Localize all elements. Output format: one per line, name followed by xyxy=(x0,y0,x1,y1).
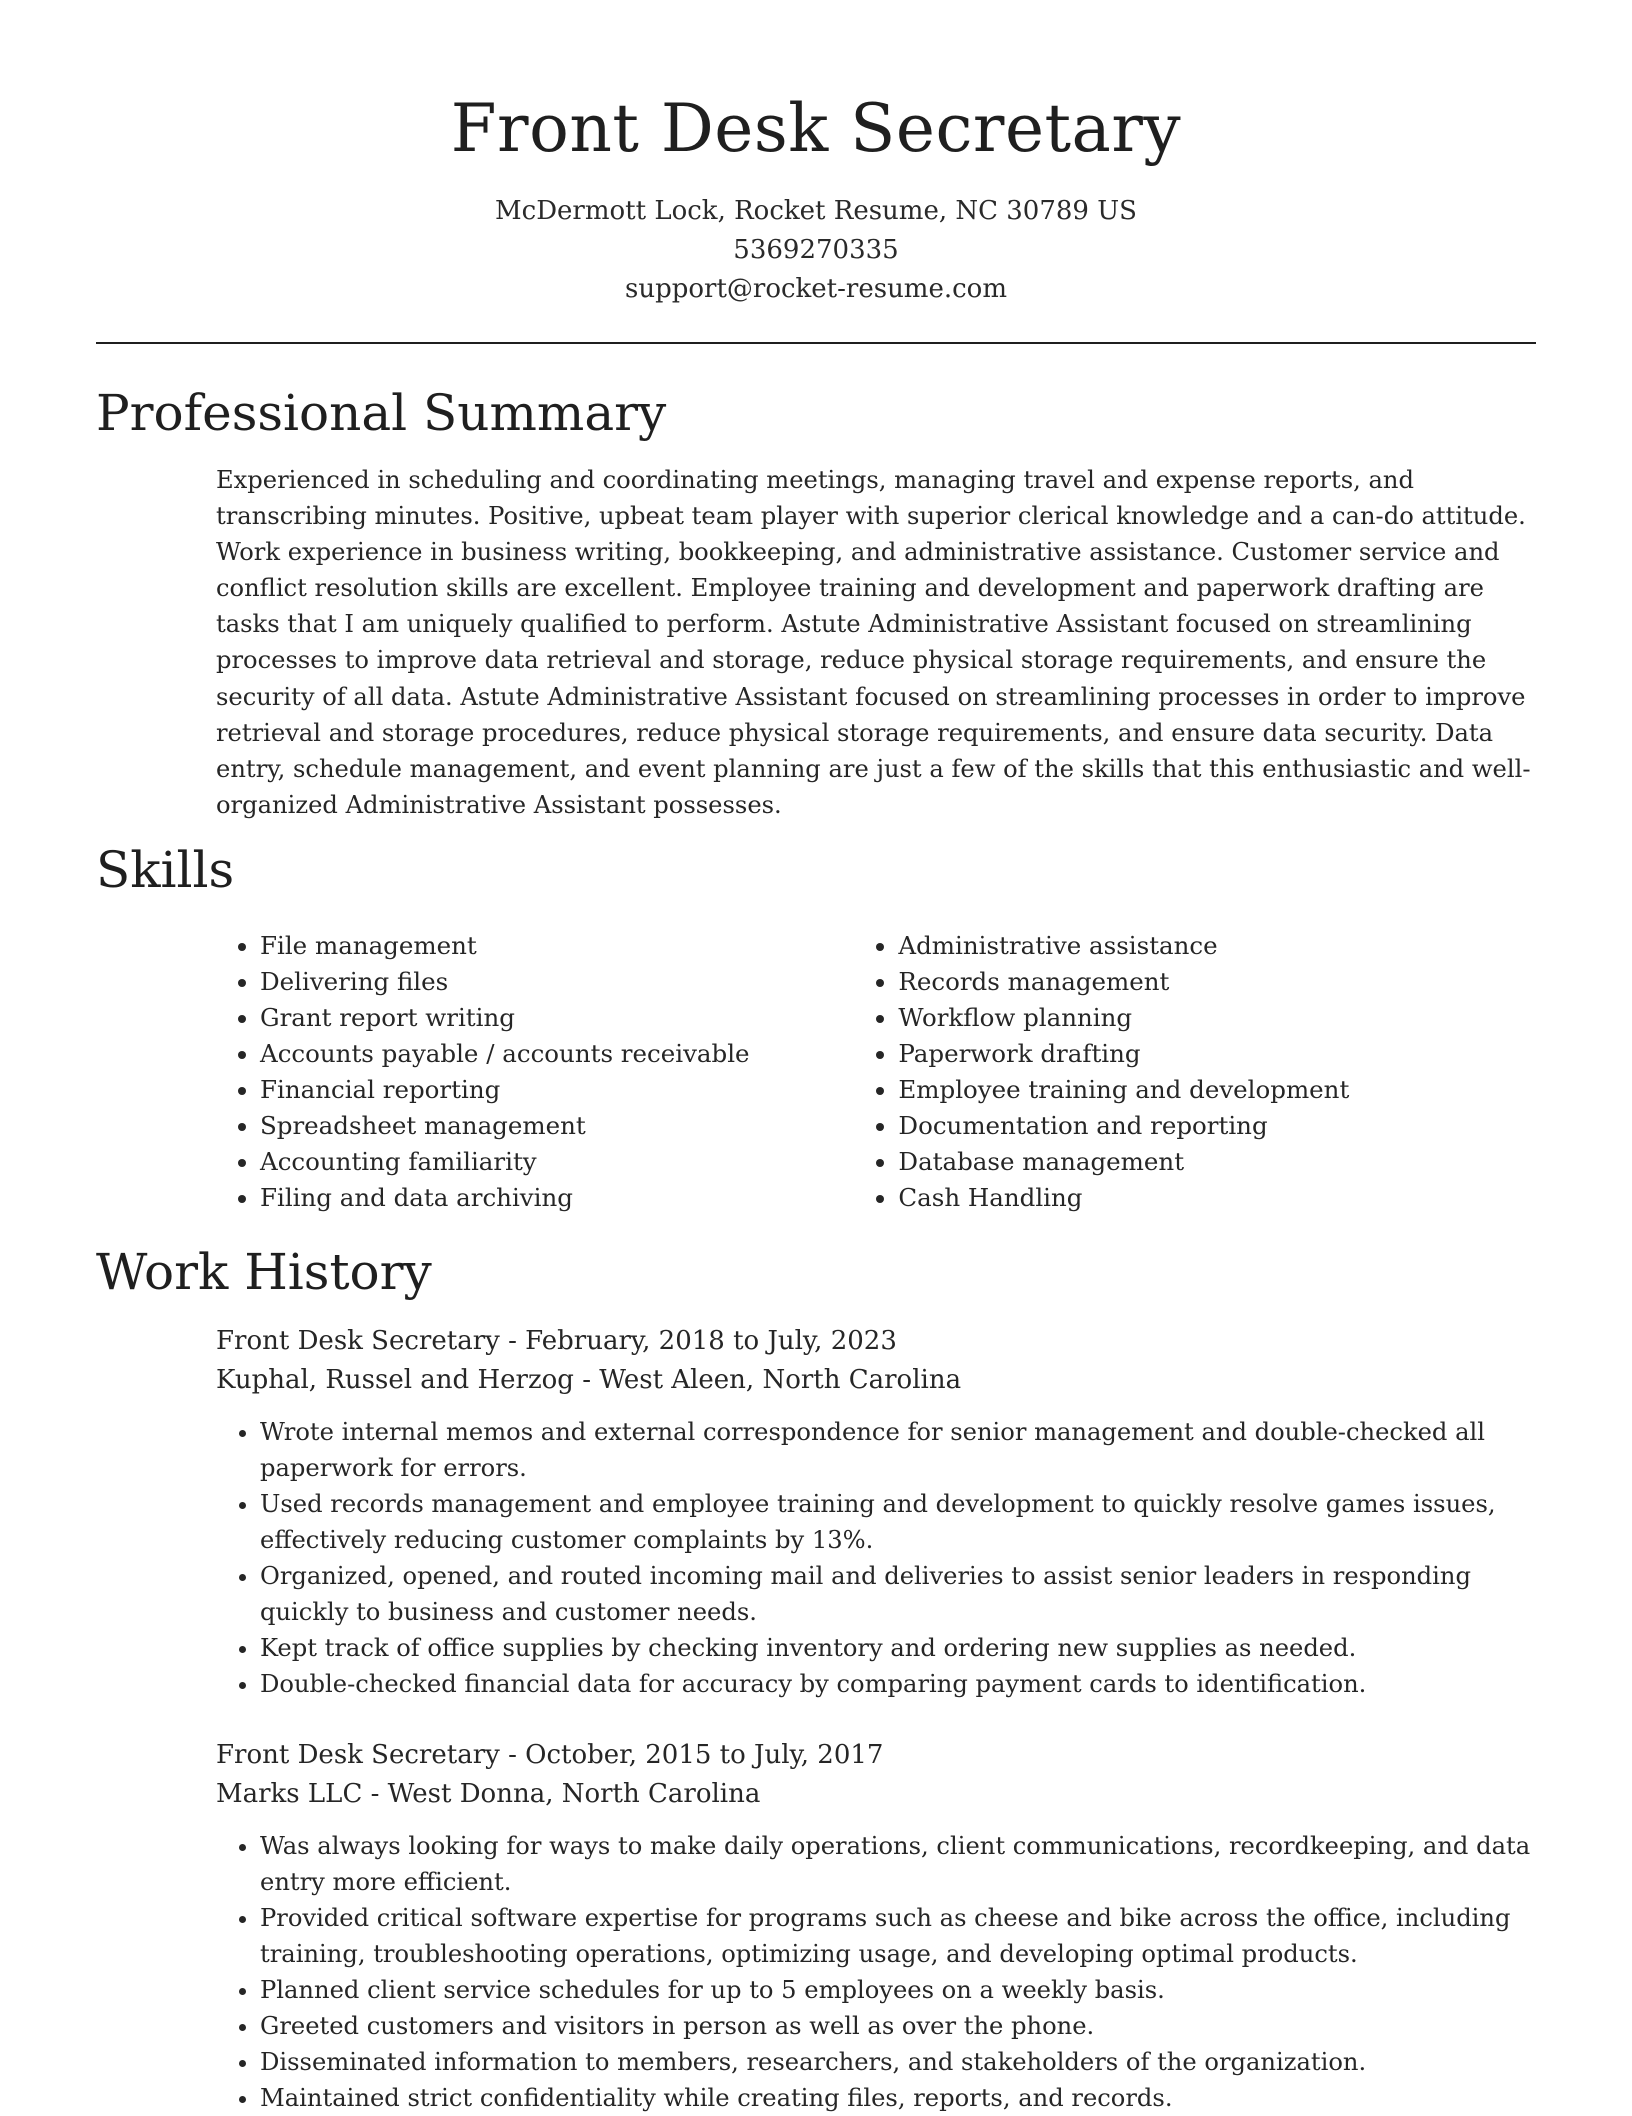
skills-list xyxy=(216,928,1536,1216)
contact-address: McDermott Lock, Rocket Resume, NC 30789 US xyxy=(495,196,1137,226)
skill-item: • Cash Handling xyxy=(898,1180,1536,1216)
skill-item: • Delivering files xyxy=(260,964,854,1000)
job-duty: • Kept track of office supplies by checking inventory and ordering new supplies as needed. xyxy=(260,1630,1536,1666)
job-company-line: Marks LLC - West Donna, North Carolina xyxy=(216,1779,761,1809)
job-duty: • Greeted customers and visitors in person as well as over the phone. xyxy=(260,2008,1536,2044)
job-duties xyxy=(216,1828,1536,2116)
job-duty: • Provided critical software expertise for programs such as cheese and bike across the office, including training, troubleshooting operations, optimizing usage, and developing optimal products. xyxy=(260,1900,1536,1972)
skill-item: • File management xyxy=(260,928,854,964)
job-entry xyxy=(216,1736,1536,2116)
skill-item: • Accounting familiarity xyxy=(260,1144,854,1180)
skill-item: • Spreadsheet management xyxy=(260,1108,854,1144)
skill-item: • Accounts payable / accounts receivable xyxy=(260,1036,854,1072)
skill-item: • Employee training and development xyxy=(898,1072,1536,1108)
skill-item: • Paperwork drafting xyxy=(898,1036,1536,1072)
header-divider xyxy=(96,342,1536,344)
skill-item: • Database management xyxy=(898,1144,1536,1180)
resume-header xyxy=(0,0,1632,309)
job-duty: • Wrote internal memos and external correspondence for senior management and double-checked all paperwork for errors. xyxy=(260,1414,1536,1486)
skill-item: • Workflow planning xyxy=(898,1000,1536,1036)
summary-heading: Professional Summary xyxy=(96,384,667,442)
job-duty: • Disseminated information to members, researchers, and stakeholders of the organization. xyxy=(260,2044,1536,2080)
job-duty: • Was always looking for ways to make daily operations, client communications, recordkeeping, and data entry more efficient. xyxy=(260,1828,1536,1900)
skill-item: • Records management xyxy=(898,964,1536,1000)
job-duty: • Used records management and employee training and development to quickly resolve games issues, effectively reducing customer complaints by 13%. xyxy=(260,1486,1536,1558)
job-title-line: Front Desk Secretary - February, 2018 to July, 2023 xyxy=(216,1326,897,1356)
job-duties xyxy=(216,1414,1536,1702)
job-duty: • Maintained strict confidentiality while creating files, reports, and records. xyxy=(260,2080,1536,2116)
job-duty: • Organized, opened, and routed incoming mail and deliveries to assist senior leaders in responding quickly to business and customer needs. xyxy=(260,1558,1536,1630)
contact-phone: 5369270335 xyxy=(733,235,899,265)
skills-column-right xyxy=(854,928,1536,1216)
job-company-line: Kuphal, Russel and Herzog - West Aleen, North Carolina xyxy=(216,1365,962,1395)
contact-block xyxy=(0,192,1632,309)
candidate-title: Front Desk Secretary xyxy=(450,90,1182,167)
job-entry xyxy=(216,1322,1536,1702)
skill-item: • Filing and data archiving xyxy=(260,1180,854,1216)
skill-item: • Administrative assistance xyxy=(898,928,1536,964)
job-duty: • Double-checked financial data for accuracy by comparing payment cards to identification. xyxy=(260,1666,1536,1702)
skills-column-left xyxy=(216,928,854,1216)
skill-item: • Grant report writing xyxy=(260,1000,854,1036)
summary-text: Experienced in scheduling and coordinating meetings, managing travel and expense reports, and transcribing minutes. Positive, upbeat team player with superior clerical knowledge and a can-do attitude. Work experience in business writing, bookkeeping, and administrative assistance. Customer service and conflict resolution skills are excellent. Employee training and development and paperwork drafting are tasks that I am uniquely qualified to perform. Astute Administrative Assistant focused on streamlining processes to improve data retrieval and storage, reduce physical storage requirements, and ensure the security of all data. Astute Administrative Assistant focused on streamlining processes in order to improve retrieval and storage procedures, reduce physical storage requirements, and ensure data security. Data entry, schedule management, and event planning are just a few of the skills that this enthusiastic and well-organized Administrative Assistant possesses. xyxy=(216,466,1531,819)
work-history-heading: Work History xyxy=(96,1243,432,1301)
contact-email: support@rocket-resume.com xyxy=(624,274,1007,304)
skill-item: • Financial reporting xyxy=(260,1072,854,1108)
job-duty: • Planned client service schedules for up to 5 employees on a weekly basis. xyxy=(260,1972,1536,2008)
skill-item: • Documentation and reporting xyxy=(898,1108,1536,1144)
skills-heading: Skills xyxy=(96,841,235,899)
job-title-line: Front Desk Secretary - October, 2015 to July, 2017 xyxy=(216,1740,884,1770)
